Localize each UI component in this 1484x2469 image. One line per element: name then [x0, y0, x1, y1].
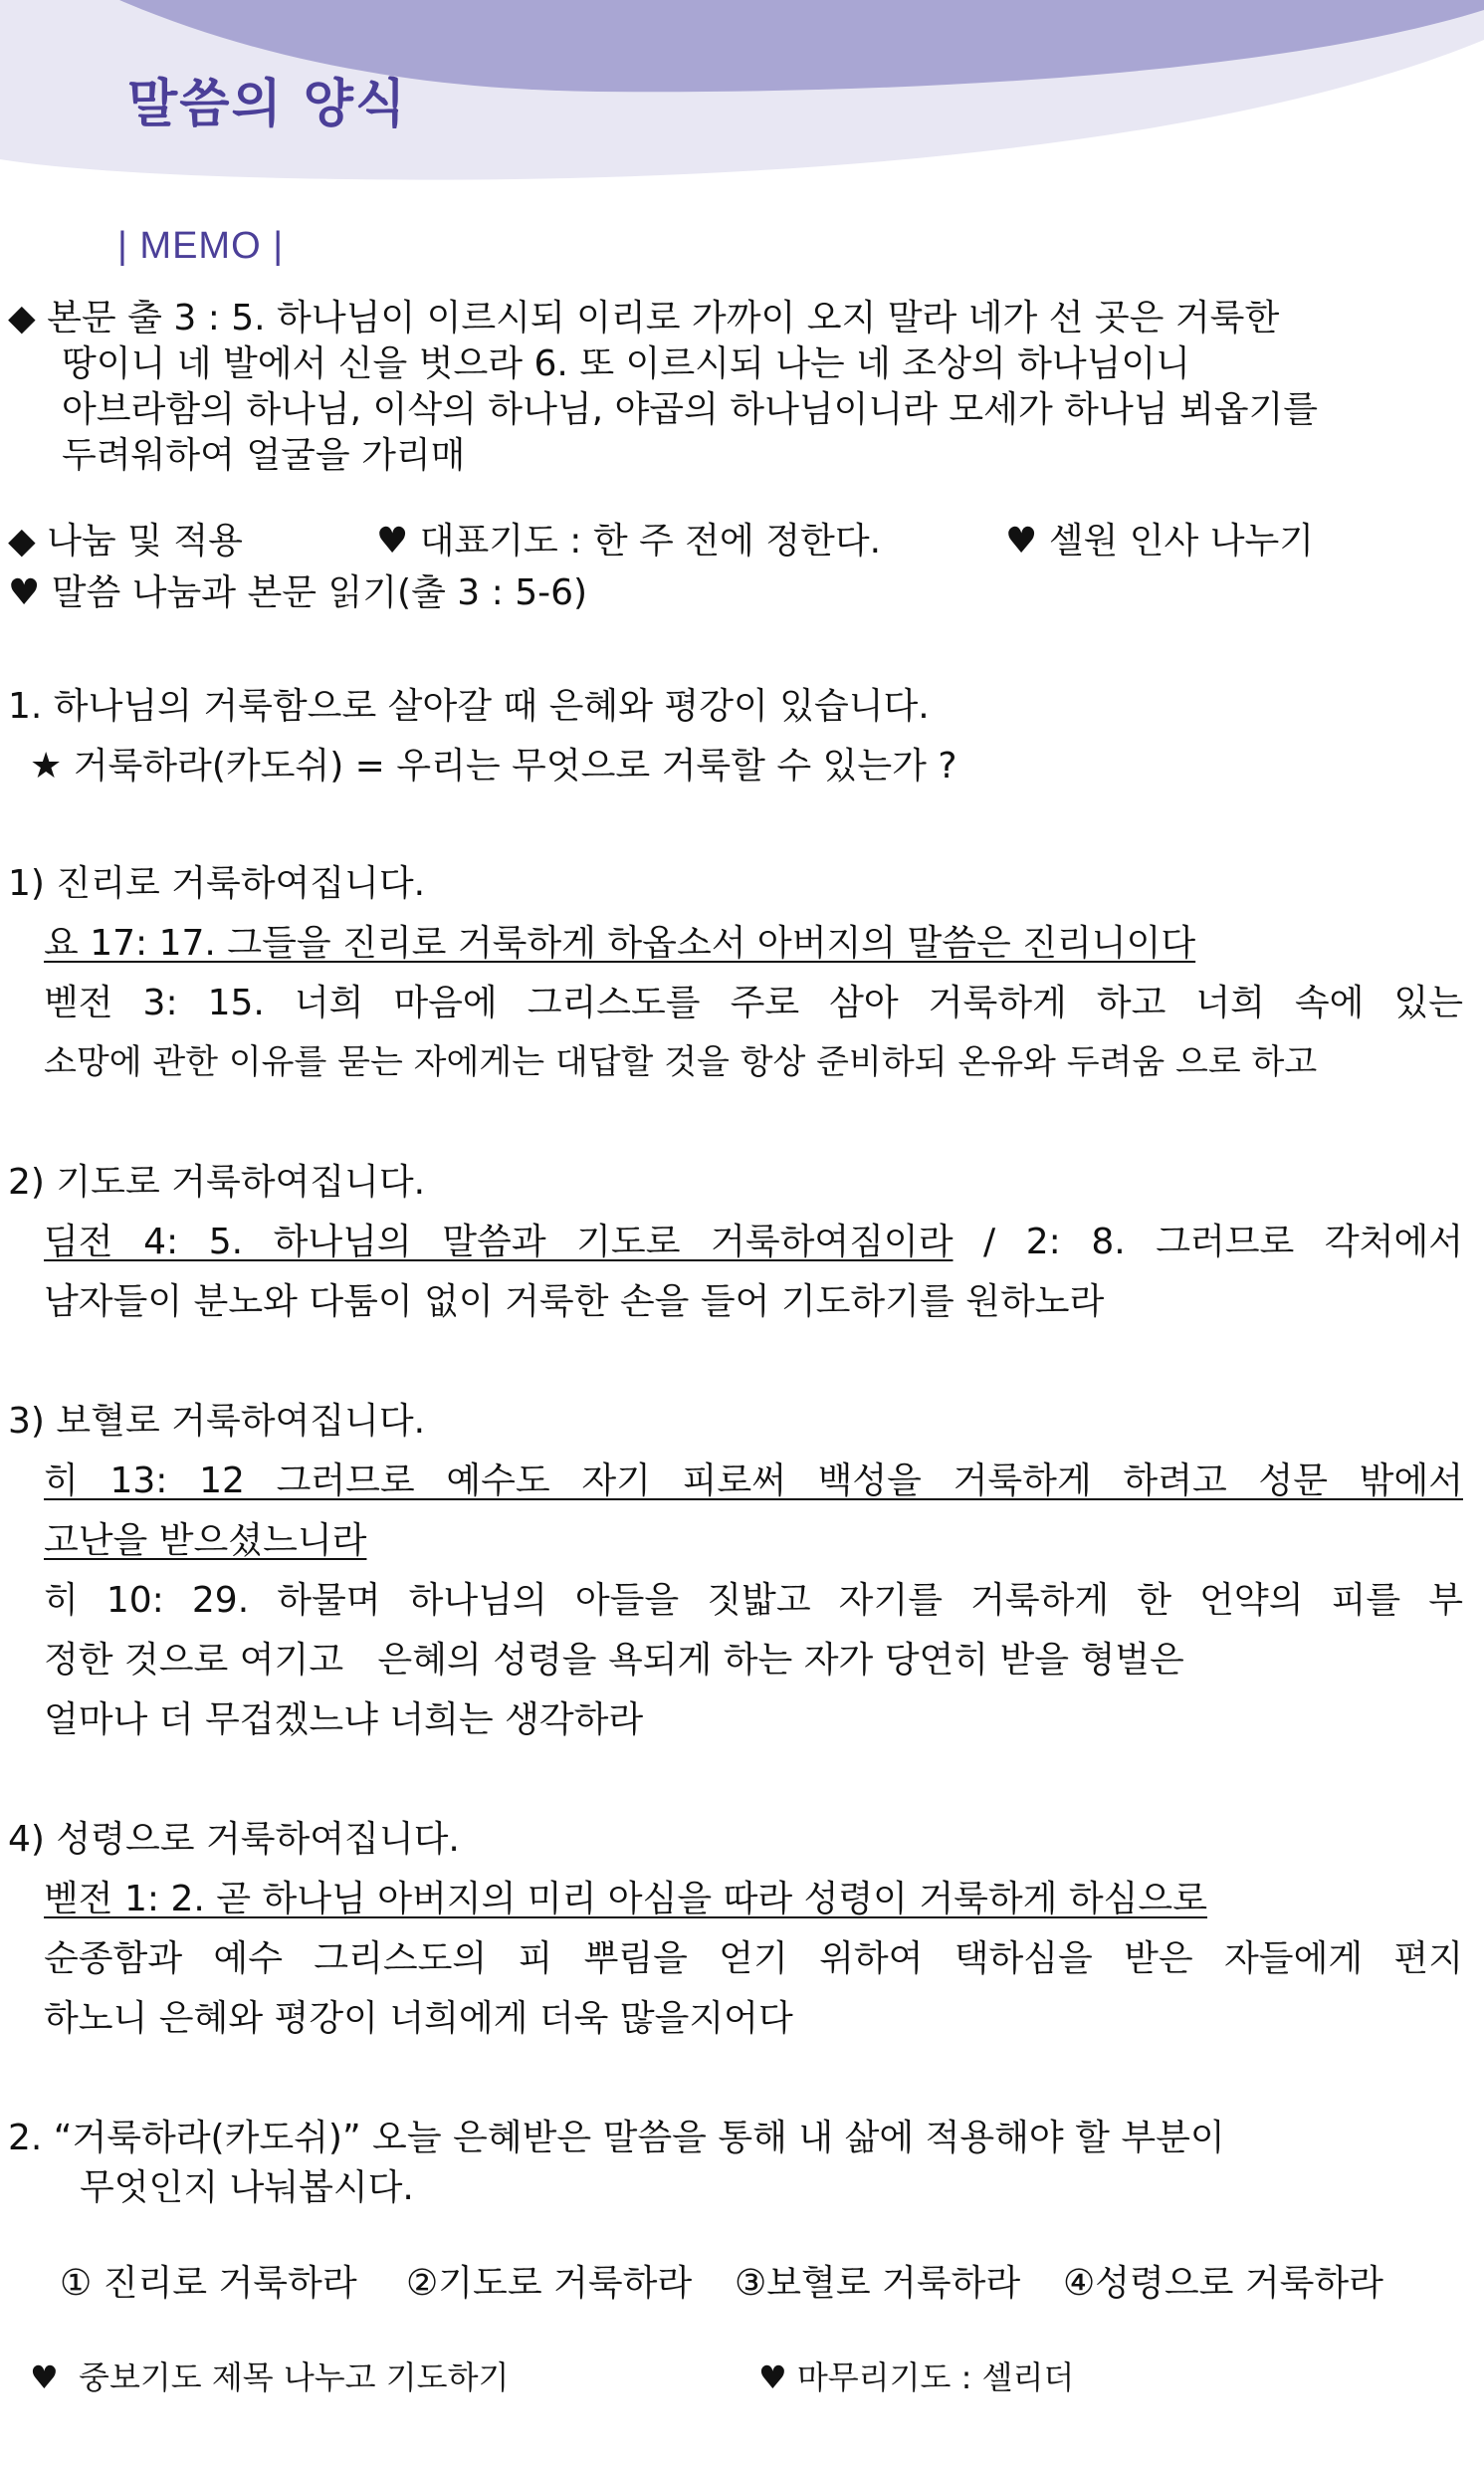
- footer-closing-prayer: ♥ 마무리기도 : 셀리더: [758, 2358, 1075, 2396]
- section-1-verse-2b: 소망에 관한 이유를 묻는 자에게는 대답할 것을 항상 준비하되 온유와 두려움 으로 하고: [44, 1042, 1318, 1082]
- option-2: ②기도로 거룩하라: [406, 2263, 693, 2304]
- intro-line-4: 두려워하여 얼굴을 가리매: [62, 435, 466, 476]
- section-4-heading: 4) 성령으로 거룩하여집니다.: [8, 1819, 460, 1860]
- intro-line-2: 땅이니 네 발에서 신을 벗으라 6. 또 이르시되 나는 네 조상의 하나님이니: [62, 343, 1190, 384]
- sharing-representative-prayer: ♥ 대표기도 : 한 주 전에 정한다.: [376, 521, 882, 561]
- section-3-verse-1a: 히 13: 12 그러므로 예수도 자기 피로써 백성을 거룩하게 하려고 성문 밖에서: [44, 1460, 1463, 1501]
- intro-line-3: 아브라함의 하나님, 이삭의 하나님, 야곱의 하나님이니라 모세가 하나님 뵈옵기를: [62, 389, 1319, 430]
- question-2-line-1: 2. “거룩하라(카도쉬)” 오늘 은혜받은 말씀을 통해 내 삶에 적용해야 할 부분이: [8, 2118, 1225, 2158]
- section-1-verse-2a: 벧전 3: 15. 너희 마음에 그리스도를 주로 삼아 거룩하게 하고 너희 속에 있는: [44, 983, 1463, 1023]
- section-4-verse-1a: 벧전 1: 2. 곧 하나님 아버지의 미리 아심을 따라 성령이 거룩하게 하심으로: [44, 1879, 1207, 1919]
- option-1: ① 진리로 거룩하라: [60, 2263, 357, 2304]
- section-3-heading: 3) 보혈로 거룩하여집니다.: [8, 1401, 426, 1442]
- section-3-verse-2a: 히 10: 29. 하물며 하나님의 아들을 짓밟고 자기를 거룩하게 한 언약의 피를 부: [44, 1580, 1463, 1621]
- section-4-verse-1c: 하노니 은혜와 평강이 너희에게 더욱 많을지어다: [44, 1998, 793, 2039]
- section-3-verse-1b: 고난을 받으셨느니라: [44, 1520, 367, 1561]
- section-3-verse-2b: 정한 것으로 여기고 은혜의 성령을 욕되게 하는 자가 당연히 받을 형벌은: [44, 1640, 1184, 1681]
- sharing-title: ◆ 나눔 및 적용: [8, 521, 243, 561]
- page-title: 말씀의 양식: [127, 75, 408, 134]
- question-1-star: ★ 거룩하라(카도쉬) = 우리는 무엇으로 거룩할 수 있는가 ?: [30, 746, 957, 786]
- section-3-verse-2c: 얼마나 더 무겁겠느냐 너희는 생각하라: [44, 1699, 644, 1740]
- section-2-verse-1-rest: / 2: 8. 그러므로 각처에서: [953, 1222, 1463, 1262]
- option-4: ④성령으로 거룩하라: [1063, 2263, 1383, 2304]
- header-banner: [0, 0, 1484, 199]
- intro-line-1: ◆ 본문 출 3 : 5. 하나님이 이르시되 이리로 가까이 오지 말라 네가 선 곳은 거룩한: [8, 298, 1280, 338]
- section-2-verse-1: [44, 1222, 1463, 1262]
- section-2-heading: 2) 기도로 거룩하여집니다.: [8, 1162, 426, 1203]
- sharing-reading: ♥ 말씀 나눔과 본문 읽기(출 3 : 5-6): [8, 572, 588, 613]
- question-2-line-2: 무엇인지 나눠봅시다.: [80, 2167, 414, 2208]
- question-1-heading: 1. 하나님의 거룩함으로 살아갈 때 은혜와 평강이 있습니다.: [8, 686, 930, 727]
- section-1-heading: 1) 진리로 거룩하여집니다.: [8, 863, 426, 904]
- section-1-verse-1: 요 17: 17. 그들을 진리로 거룩하게 하옵소서 아버지의 말씀은 진리니이다: [44, 923, 1196, 964]
- section-2-verse-1-underlined: 딤전 4: 5. 하나님의 말씀과 기도로 거룩하여짐이라: [44, 1222, 954, 1262]
- memo-label: | MEMO |: [117, 225, 285, 267]
- section-4-verse-1b: 순종함과 예수 그리스도의 피 뿌림을 얻기 위하여 택하심을 받은 자들에게 편지: [44, 1938, 1463, 1979]
- section-2-verse-1b: 남자들이 분노와 다툼이 없이 거룩한 손을 들어 기도하기를 원하노라: [44, 1281, 1105, 1322]
- option-3: ③보혈로 거룩하라: [735, 2263, 1021, 2304]
- footer-intercessory-prayer: ♥ 중보기도 제목 나누고 기도하기: [30, 2358, 510, 2396]
- sharing-greeting: ♥ 셀원 인사 나누기: [1005, 521, 1315, 561]
